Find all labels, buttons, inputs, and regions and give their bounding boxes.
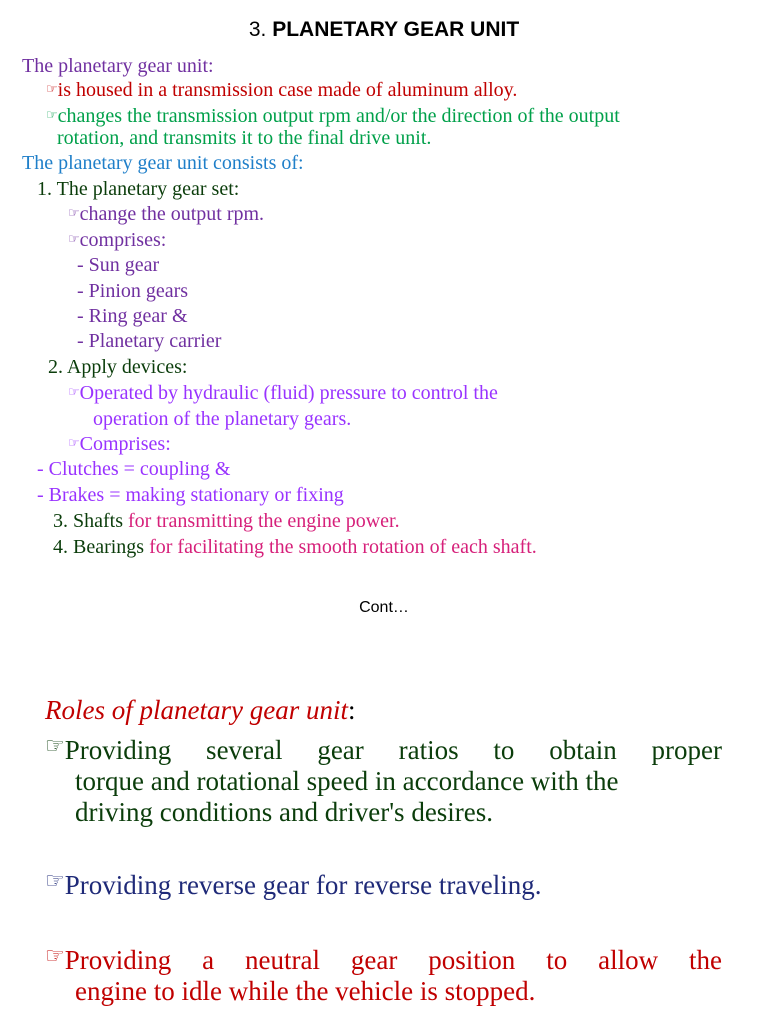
role-2-line bbox=[45, 866, 722, 901]
role-3-line-1 bbox=[45, 941, 722, 976]
apply-brakes: - Brakes = making stationary or fixing bbox=[37, 484, 344, 506]
item-1-bullet-2 bbox=[68, 228, 166, 252]
pointing-hand-icon: ☞ bbox=[68, 385, 80, 400]
item-2-bullet-2-text: Comprises: bbox=[79, 433, 171, 455]
intro-bullet-1-text: is housed in a transmission case made of aluminum alloy. bbox=[57, 79, 518, 101]
role-1-line-1 bbox=[45, 731, 722, 766]
intro-bullet-1 bbox=[46, 78, 517, 102]
item-1-bullet-1-text: change the output rpm. bbox=[79, 203, 265, 225]
apply-clutches: - Clutches = coupling & bbox=[37, 458, 231, 480]
item-4 bbox=[53, 535, 537, 559]
roles-heading-text: Roles of planetary gear unit bbox=[45, 695, 348, 725]
pointing-hand-icon: ☞ bbox=[45, 869, 65, 894]
part-ring-gear: - Ring gear & bbox=[77, 305, 188, 327]
page-title bbox=[0, 16, 768, 44]
item-2-bullet-2 bbox=[68, 432, 171, 456]
item-4-text: for facilitating the smooth rotation of each shaft. bbox=[149, 536, 537, 558]
item-1-bullet-2-text: comprises: bbox=[79, 229, 167, 251]
role-1-line-3: driving conditions and driver's desires. bbox=[75, 797, 494, 827]
role-1 bbox=[45, 731, 722, 828]
intro-bullet-2-line-1: changes the transmission output rpm and/or the direction of the output bbox=[57, 105, 620, 127]
intro-heading: The planetary gear unit: bbox=[22, 55, 214, 77]
title-text: PLANETARY GEAR UNIT bbox=[272, 18, 520, 41]
title-number: 3. bbox=[248, 18, 273, 41]
pointing-hand-icon: ☞ bbox=[46, 108, 58, 123]
item-1-heading: 1. The planetary gear set: bbox=[37, 178, 240, 200]
continued-label: Cont… bbox=[359, 599, 409, 616]
item-2-bullet-1-line-2: operation of the planetary gears. bbox=[93, 408, 352, 430]
item-2-heading: 2. Apply devices: bbox=[48, 356, 188, 378]
pointing-hand-icon: ☞ bbox=[68, 232, 80, 247]
item-3-text: for transmitting the engine power. bbox=[128, 510, 400, 532]
intro-bullet-2-line-2: rotation, and transmits it to the final drive unit. bbox=[57, 127, 432, 149]
pointing-hand-icon: ☞ bbox=[46, 82, 58, 97]
item-4-label: 4. Bearings bbox=[53, 536, 150, 558]
pointing-hand-icon: ☞ bbox=[68, 206, 80, 221]
role-3 bbox=[45, 941, 722, 1007]
part-sun-gear: - Sun gear bbox=[77, 254, 160, 276]
item-3 bbox=[53, 509, 400, 533]
item-3-label: 3. Shafts bbox=[53, 510, 128, 532]
pointing-hand-icon: ☞ bbox=[45, 734, 65, 759]
pointing-hand-icon: ☞ bbox=[68, 436, 80, 451]
part-planetary-carrier: - Planetary carrier bbox=[77, 330, 222, 352]
intro-bullet-2 bbox=[46, 104, 620, 128]
role-1-line-2: torque and rotational speed in accordance with the bbox=[75, 766, 619, 796]
item-2-bullet-1-line-1: Operated by hydraulic (fluid) pressure to control the bbox=[79, 382, 498, 404]
roles-heading-colon: : bbox=[347, 695, 356, 725]
role-1-line-1-text: Providing several gear ratios to obtain proper bbox=[64, 735, 722, 765]
item-2-bullet-1 bbox=[68, 381, 498, 405]
role-3-line-2: engine to idle while the vehicle is stopped. bbox=[75, 976, 536, 1006]
item-1-bullet-1 bbox=[68, 202, 264, 226]
roles-heading bbox=[45, 693, 355, 727]
role-2 bbox=[45, 866, 722, 901]
role-3-line-1-text: Providing a neutral gear position to allow the bbox=[64, 945, 722, 975]
pointing-hand-icon: ☞ bbox=[45, 944, 65, 969]
role-2-text: Providing reverse gear for reverse traveling. bbox=[64, 870, 542, 900]
consists-heading: The planetary gear unit consists of: bbox=[22, 152, 304, 174]
part-pinion-gears: - Pinion gears bbox=[77, 280, 189, 302]
